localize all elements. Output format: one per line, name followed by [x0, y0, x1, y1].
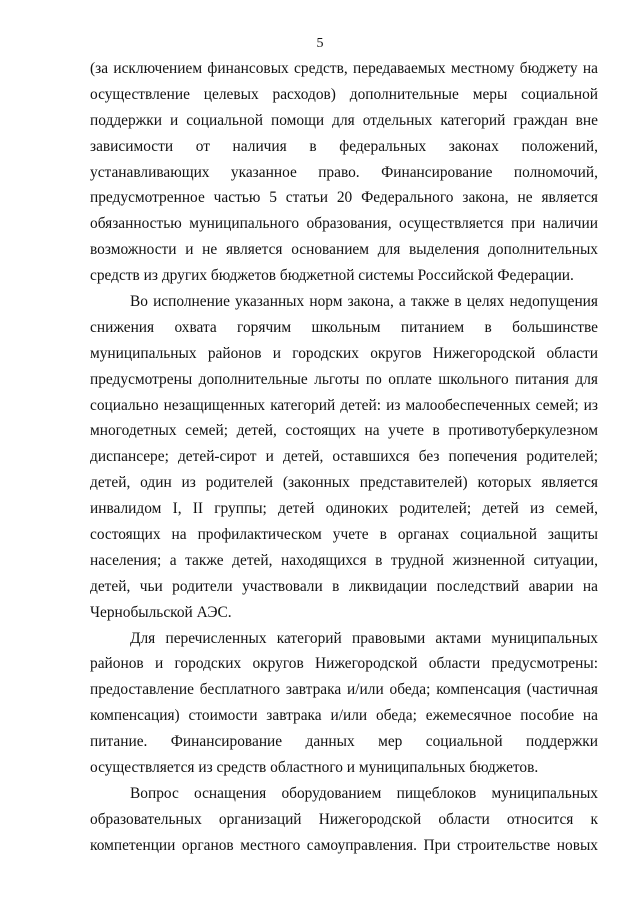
text-line: зависимости от наличия в федеральных законах положений, [90, 137, 598, 155]
text-line: детей, один из родителей (законных представителей) которых является [90, 474, 598, 492]
text-line: предусмотренное частью 5 статьи 20 Федерального закона, не является [90, 189, 598, 207]
text-line: обязанностью муниципального образования, осуществляется при наличии [90, 215, 598, 233]
text-line: осуществляется из средств областного и муниципальных бюджетов. [90, 759, 539, 777]
text-line: Во исполнение указанных норм закона, а также в целях недопущения [130, 293, 598, 311]
text-line: осуществление целевых расходов) дополнительные меры социальной [90, 85, 598, 103]
text-line: Чернобыльской АЭС. [90, 603, 232, 621]
text-line: муниципальных районов и городских округов Нижегородской области [90, 344, 598, 362]
text-line: социально незащищенных категорий детей: из малообеспеченных семей; из [90, 396, 598, 414]
text-line: населения; а также детей, находящихся в трудной жизненной ситуации, [90, 551, 598, 569]
text-line: многодетных семей; детей, состоящих на учете в противотуберкулезном [90, 422, 598, 440]
page-number: 5 [316, 36, 324, 51]
text-line: компетенции органов местного самоуправления. При строительстве новых [90, 836, 598, 854]
text-line: питание. Финансирование данных мер социальной поддержки [90, 733, 598, 751]
text-line: Вопрос оснащения оборудованием пищеблоков муниципальных [130, 784, 598, 802]
text-line: средств из других бюджетов бюджетной системы Российской Федерации. [90, 267, 574, 285]
text-line: Для перечисленных категорий правовыми актами муниципальных [130, 629, 598, 647]
text-line: поддержки и социальной помощи для отдельных категорий граждан вне [90, 111, 598, 129]
paragraph-3 [90, 626, 598, 781]
text-line: возможности и не является основанием для выделения дополнительных [90, 241, 598, 259]
paragraph-1 [90, 56, 598, 289]
text-line: детей, чьи родители участвовали в ликвидации последствий аварии на [90, 577, 598, 595]
text-line: диспансере; детей-сирот и детей, оставшихся без попечения родителей; [90, 448, 598, 466]
text-line: (за исключением финансовых средств, передаваемых местному бюджету на [90, 60, 598, 77]
paragraph-4 [90, 781, 598, 859]
body-text [90, 56, 598, 859]
text-line: образовательных организаций Нижегородской области относится к [90, 810, 598, 828]
text-line: состоящих на профилактическом учете в органах социальной защиты [90, 526, 598, 544]
text-line: районов и городских округов Нижегородской области предусмотрены: [90, 655, 598, 673]
paragraph-2 [90, 289, 598, 626]
text-line: предоставление бесплатного завтрака и/или обеда; компенсация (частичная [90, 681, 598, 699]
text-line: устанавливающих указанное право. Финансирование полномочий, [90, 163, 598, 181]
text-line: инвалидом I, II группы; детей одиноких родителей; детей из семей, [90, 500, 598, 518]
text-line: компенсация) стоимости завтрака и/или обеда; ежемесячное пособие на [90, 707, 598, 725]
text-line: предусмотрены дополнительные льготы по оплате школьного питания для [90, 370, 598, 388]
text-line: снижения охвата горячим школьным питанием в большинстве [90, 318, 598, 336]
